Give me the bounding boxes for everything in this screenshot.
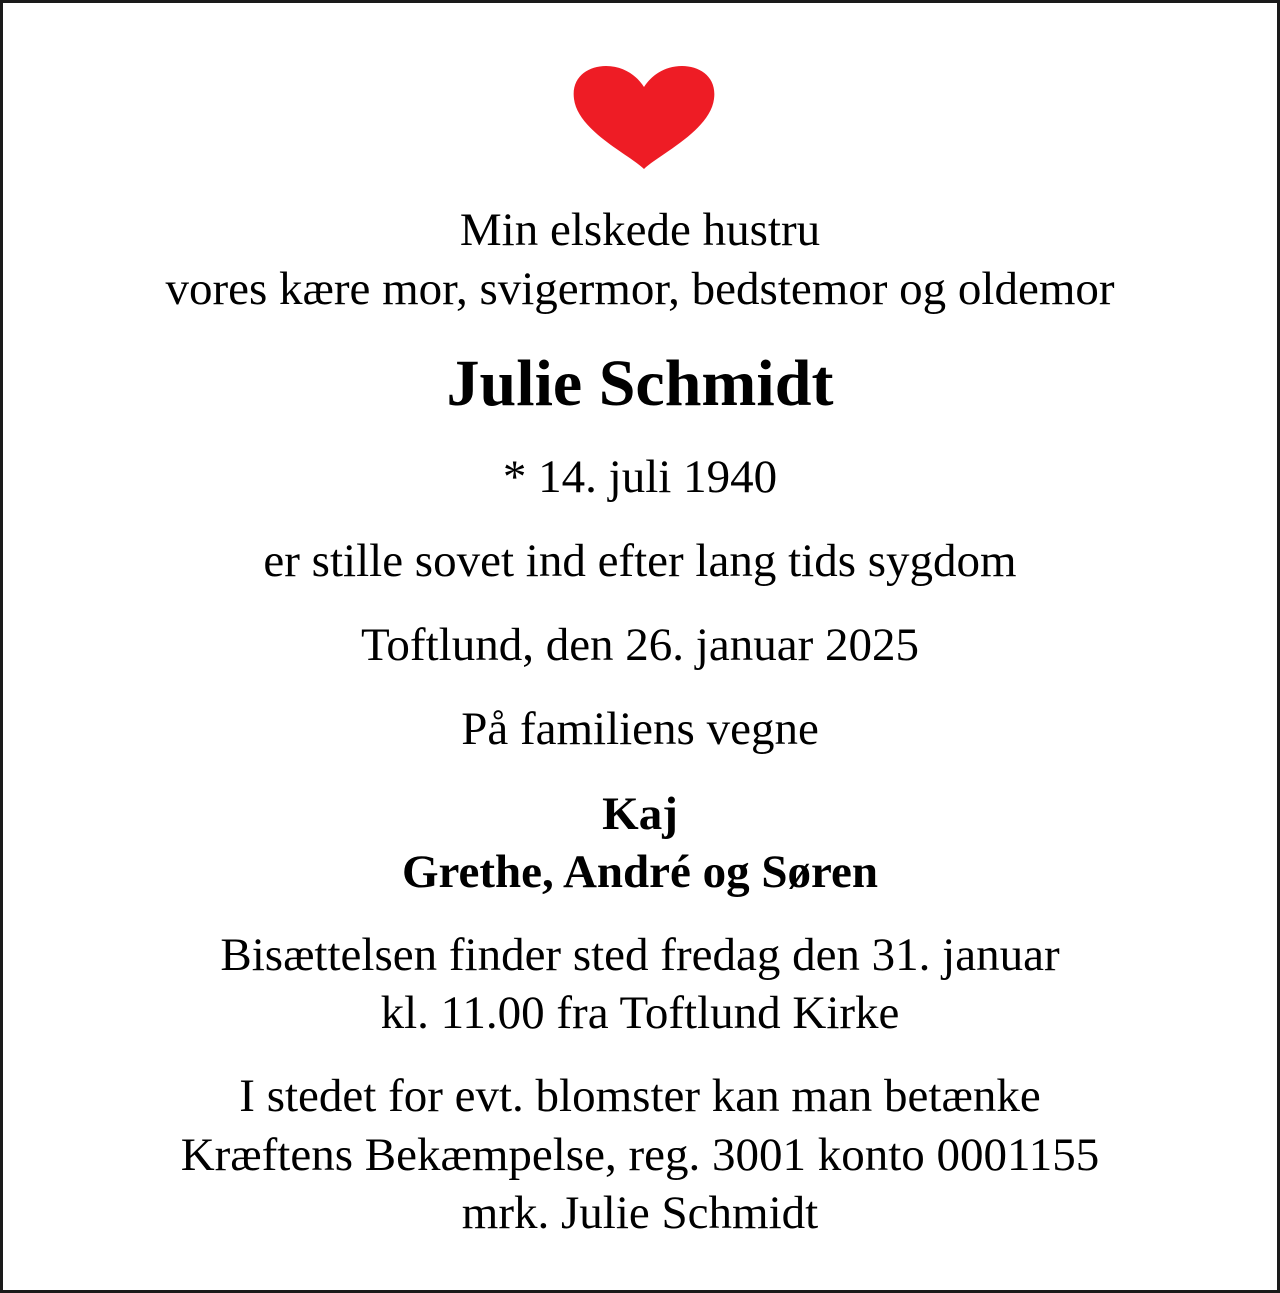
heart-icon: [572, 65, 716, 171]
donation-line-1: I stedet for evt. blomster kan man betænke: [239, 1070, 1041, 1122]
on-behalf-of-family: På familiens vegne: [461, 703, 819, 755]
deceased-name: Julie Schmidt: [446, 347, 834, 420]
heart-shape: [574, 66, 715, 169]
funeral-line-2: kl. 11.00 fra Toftlund Kirke: [380, 987, 900, 1039]
funeral-line-1: Bisættelsen finder sted fredag den 31. januar: [220, 929, 1060, 981]
signature-line-1: Kaj: [602, 788, 678, 840]
death-notice: er stille sovet ind efter lang tids sygdom: [263, 535, 1017, 587]
donation-line-3: mrk. Julie Schmidt: [461, 1187, 819, 1239]
place-and-date: Toftlund, den 26. januar 2025: [361, 619, 919, 671]
intro-line-1: Min elskede hustru: [459, 204, 821, 256]
intro-line-2: vores kære mor, svigermor, bedstemor og oldemor: [165, 263, 1115, 315]
donation-line-2: Kræftens Bekæmpelse, reg. 3001 konto 0001155: [180, 1129, 1100, 1181]
signature-line-2: Grethe, André og Søren: [401, 846, 879, 898]
birth-date: * 14. juli 1940: [502, 451, 778, 503]
